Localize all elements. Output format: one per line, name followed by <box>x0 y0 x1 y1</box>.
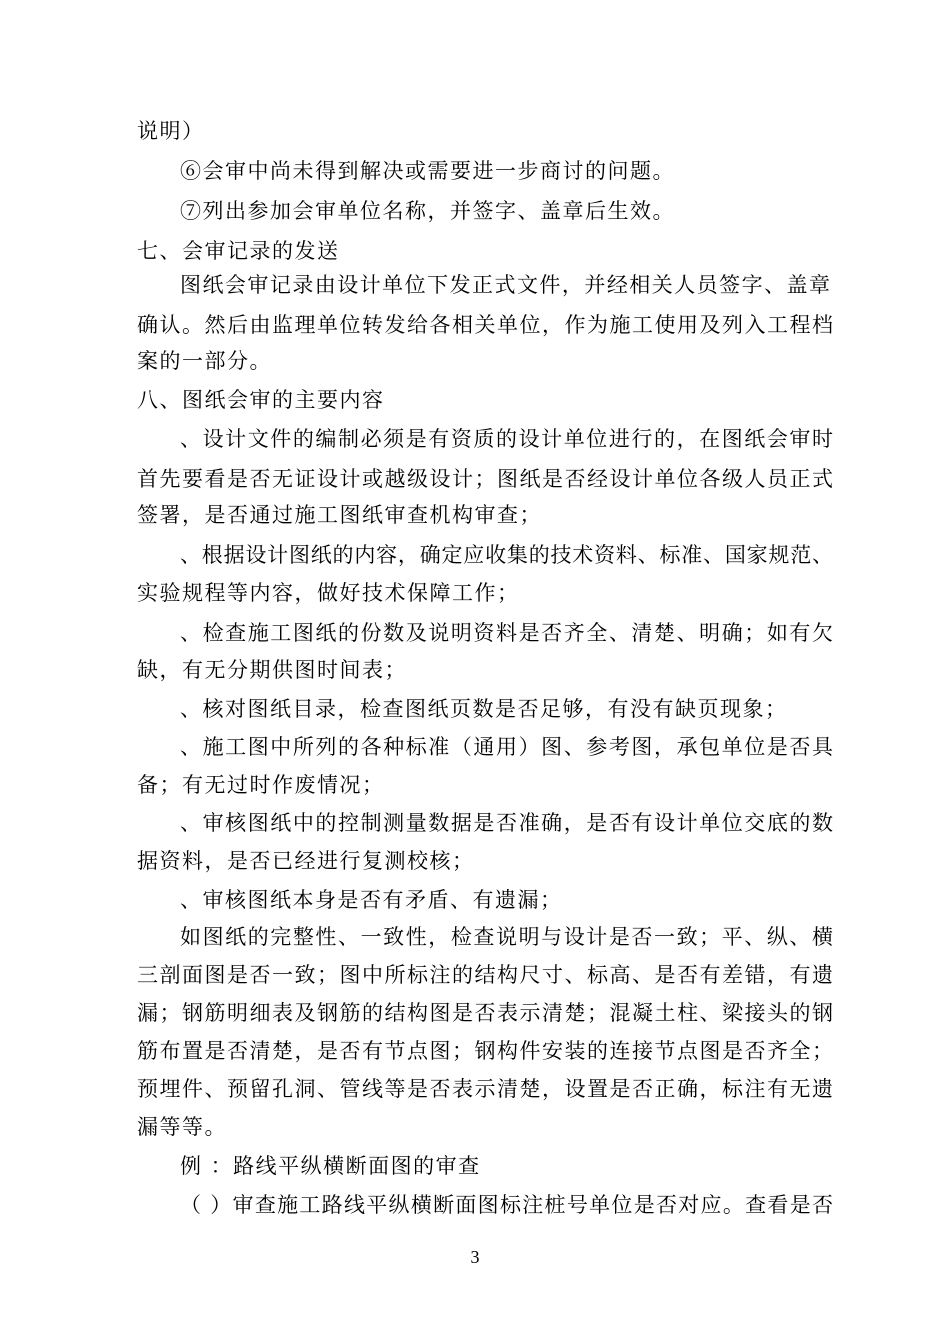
text-line-18: 备；有无过时作废情况； <box>137 773 385 797</box>
text-line-23: 三剖面图是否一致；图中所标注的结构尺寸、标高、是否有差错，有遗 <box>137 963 833 987</box>
text-line-9: 、设计文件的编制必须是有资质的设计单位进行的，在图纸会审时 <box>180 427 833 451</box>
text-line-6: 确认。然后由监理单位转发给各相关单位，作为施工使用及列入工程档 <box>137 313 833 337</box>
text-line-25: 筋布置是否清楚，是否有节点图；钢构件安装的连接节点图是否齐全； <box>137 1039 833 1063</box>
text-line-13: 实验规程等内容，做好技术保障工作； <box>137 581 520 605</box>
text-line-24: 漏；钢筋明细表及钢筋的结构图是否表示清楚；混凝土柱、梁接头的钢 <box>137 1001 833 1025</box>
text-line-1: 说明） <box>137 119 205 143</box>
page-number: 3 <box>470 1247 480 1267</box>
text-line-12: 、根据设计图纸的内容，确定应收集的技术资料、标准、国家规范、 <box>180 543 833 567</box>
text-line-15: 缺，有无分期供图时间表； <box>137 658 407 682</box>
example-heading: 例 ：路线平纵横断面图的审查 <box>180 1154 481 1178</box>
text-line-22: 如图纸的完整性、一致性，检查说明与设计是否一致；平、纵、横 <box>180 925 833 949</box>
text-line-7: 案的一部分。 <box>137 349 272 373</box>
text-line-3: ⑦列出参加会审单位名称，并签字、盖章后生效。 <box>180 199 675 223</box>
text-line-17: 、施工图中所列的各种标准（通用）图、参考图，承包单位是否具 <box>180 735 833 759</box>
section-heading-7: 七、会审记录的发送 <box>137 239 340 263</box>
text-line-14: 、检查施工图纸的份数及说明资料是否齐全、清楚、明确；如有欠 <box>180 621 833 645</box>
text-line-26: 预埋件、预留孔洞、管线等是否表示清楚，设置是否正确，标注有无遗 <box>137 1077 833 1101</box>
text-line-2: ⑥会审中尚未得到解决或需要进一步商讨的问题。 <box>180 159 675 183</box>
text-line-16: 、核对图纸目录，检查图纸页数是否足够，有没有缺页现象； <box>180 697 788 721</box>
text-line-27: 漏等等。 <box>137 1115 227 1139</box>
text-line-10: 首先要看是否无证设计或越级设计；图纸是否经设计单位各级人员正式 <box>137 467 833 491</box>
text-line-19: 、审核图纸中的控制测量数据是否准确，是否有设计单位交底的数 <box>180 811 833 835</box>
section-heading-8: 八、图纸会审的主要内容 <box>137 388 385 412</box>
text-line-5: 图纸会审记录由设计单位下发正式文件，并经相关人员签字、盖章 <box>180 273 830 297</box>
text-line-29: （ ）审查施工路线平纵横断面图标注桩号单位是否对应。查看是否 <box>180 1193 833 1217</box>
text-line-20: 据资料，是否已经进行复测校核； <box>137 849 475 873</box>
text-line-11: 签署，是否通过施工图纸审查机构审查； <box>137 503 542 527</box>
text-line-21: 、审核图纸本身是否有矛盾、有遗漏； <box>180 888 563 912</box>
